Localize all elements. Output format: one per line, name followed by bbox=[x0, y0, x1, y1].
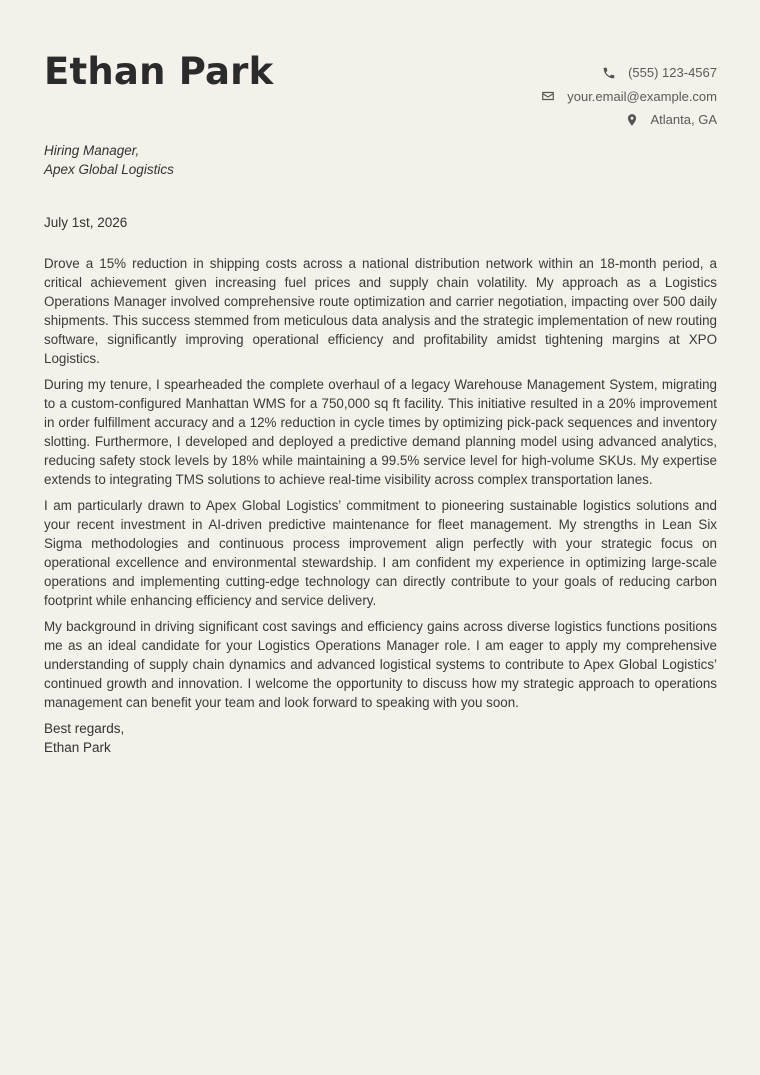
closing-salutation: Best regards, bbox=[44, 721, 125, 736]
recipient-block bbox=[44, 141, 174, 179]
contact-location-row bbox=[541, 108, 717, 132]
location-pin-icon bbox=[625, 113, 639, 127]
phone-icon bbox=[602, 66, 616, 80]
letter-body bbox=[44, 254, 717, 757]
cover-letter-page bbox=[44, 0, 717, 755]
recipient-title: Hiring Manager, bbox=[44, 143, 140, 158]
applicant-name: Ethan Park bbox=[44, 50, 274, 93]
location-text: Atlanta, GA bbox=[650, 112, 717, 128]
contact-info bbox=[541, 61, 717, 132]
body-paragraph-3: I am particularly drawn to Apex Global Logistics’ commitment to pioneering sustainable logistics solutions and your recent investment in AI-driven predictive maintenance for fleet management. My strengths in Lean Six Sigma methodologies and continuous process improvement align perfectly with your strategic focus on operational excellence and environmental stewardship. I am confident my experience in optimizing large-scale operations and implementing cutting-edge technology can directly contribute to your goals of reducing carbon footprint while enhancing efficiency and service delivery. bbox=[44, 498, 717, 608]
phone-number[interactable]: (555) 123-4567 bbox=[628, 65, 717, 81]
contact-phone-row bbox=[541, 61, 717, 85]
body-paragraph-4: My background in driving significant cost savings and efficiency gains across diverse logistics functions positions me as an ideal candidate for your Logistics Operations Manager role. I am eager to apply my comprehensive understanding of supply chain dynamics and advanced logistical systems to contribute to Apex Global Logistics’ continued growth and innovation. I welcome the opportunity to discuss how my strategic approach to operations management can benefit your team and look forward to speaking with you soon. bbox=[44, 619, 717, 710]
recipient-company: Apex Global Logistics bbox=[44, 162, 174, 177]
closing-signature: Ethan Park bbox=[44, 740, 111, 755]
email-address[interactable]: your.email@example.com bbox=[567, 88, 717, 104]
closing-block bbox=[44, 719, 717, 757]
letter-header bbox=[44, 0, 717, 130]
envelope-icon bbox=[541, 89, 555, 103]
body-paragraph-1: Drove a 15% reduction in shipping costs across a national distribution network within an 18-month period, a critical achievement given increasing fuel prices and supply chain volatility. My approach as a Logistics Operations Manager involved comprehensive route optimization and carrier negotiation, impacting over 500 daily shipments. This success stemmed from meticulous data analysis and the strategic implementation of new routing software, significantly improving operational efficiency and profitability amidst tightening margins at XPO Logistics. bbox=[44, 256, 717, 366]
contact-email-row bbox=[541, 85, 717, 109]
body-paragraph-2: During my tenure, I spearheaded the complete overhaul of a legacy Warehouse Management System, migrating to a custom-configured Manhattan WMS for a 750,000 sq ft facility. This initiative resulted in a 20% improvement in order fulfillment accuracy and a 12% reduction in cycle times by optimizing pick-pack sequences and inventory slotting. Furthermore, I developed and deployed a predictive demand planning model using advanced analytics, reducing safety stock levels by 18% while maintaining a 99.5% service level for high-volume SKUs. My expertise extends to integrating TMS solutions to achieve real-time visibility across complex transportation lanes. bbox=[44, 377, 717, 487]
letter-date: July 1st, 2026 bbox=[44, 215, 128, 230]
